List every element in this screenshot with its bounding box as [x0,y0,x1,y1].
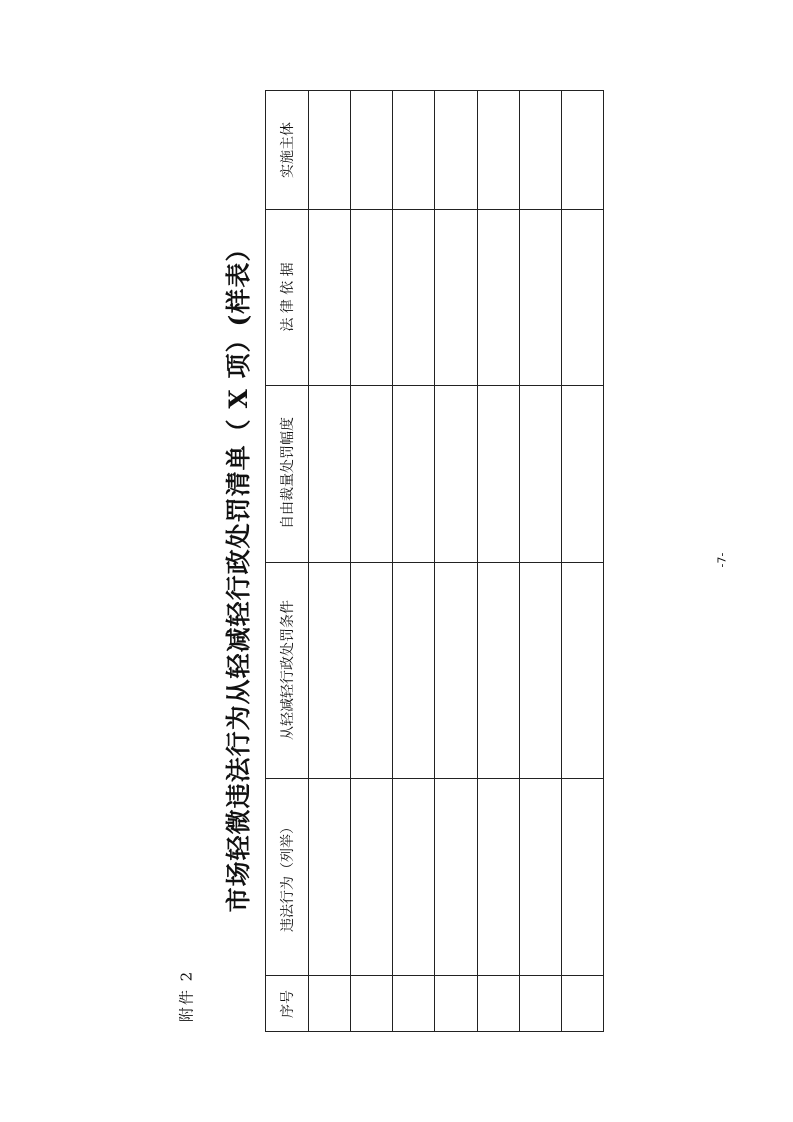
table-row [309,91,350,1031]
column-header-serial-number: 序号 [280,990,296,1018]
table-row [520,91,561,1031]
page-number: -7- [715,552,729,568]
column-header-legal-basis: 法 律 依 据 [280,262,296,332]
table-row [435,91,477,1031]
table-row [351,91,392,1031]
table-row [393,91,434,1031]
table-row [478,91,519,1031]
page-title: 市场轻微违法行为从轻减轻行政处罚清单（ X 项）(样表） [224,235,253,913]
column-header-discretion-range: 自由裁量处罚幅度 [280,417,296,529]
attachment-label: 附件 2 [177,969,196,1023]
column-header-violation: 违法行为（列举） [280,820,296,932]
column-header-mitigation-conditions: 从轻减轻行政处罚条件 [280,600,296,740]
penalty-list-table [265,90,604,1032]
column-header-implementing-body: 实施主体 [280,122,296,178]
table-row [562,91,603,1031]
